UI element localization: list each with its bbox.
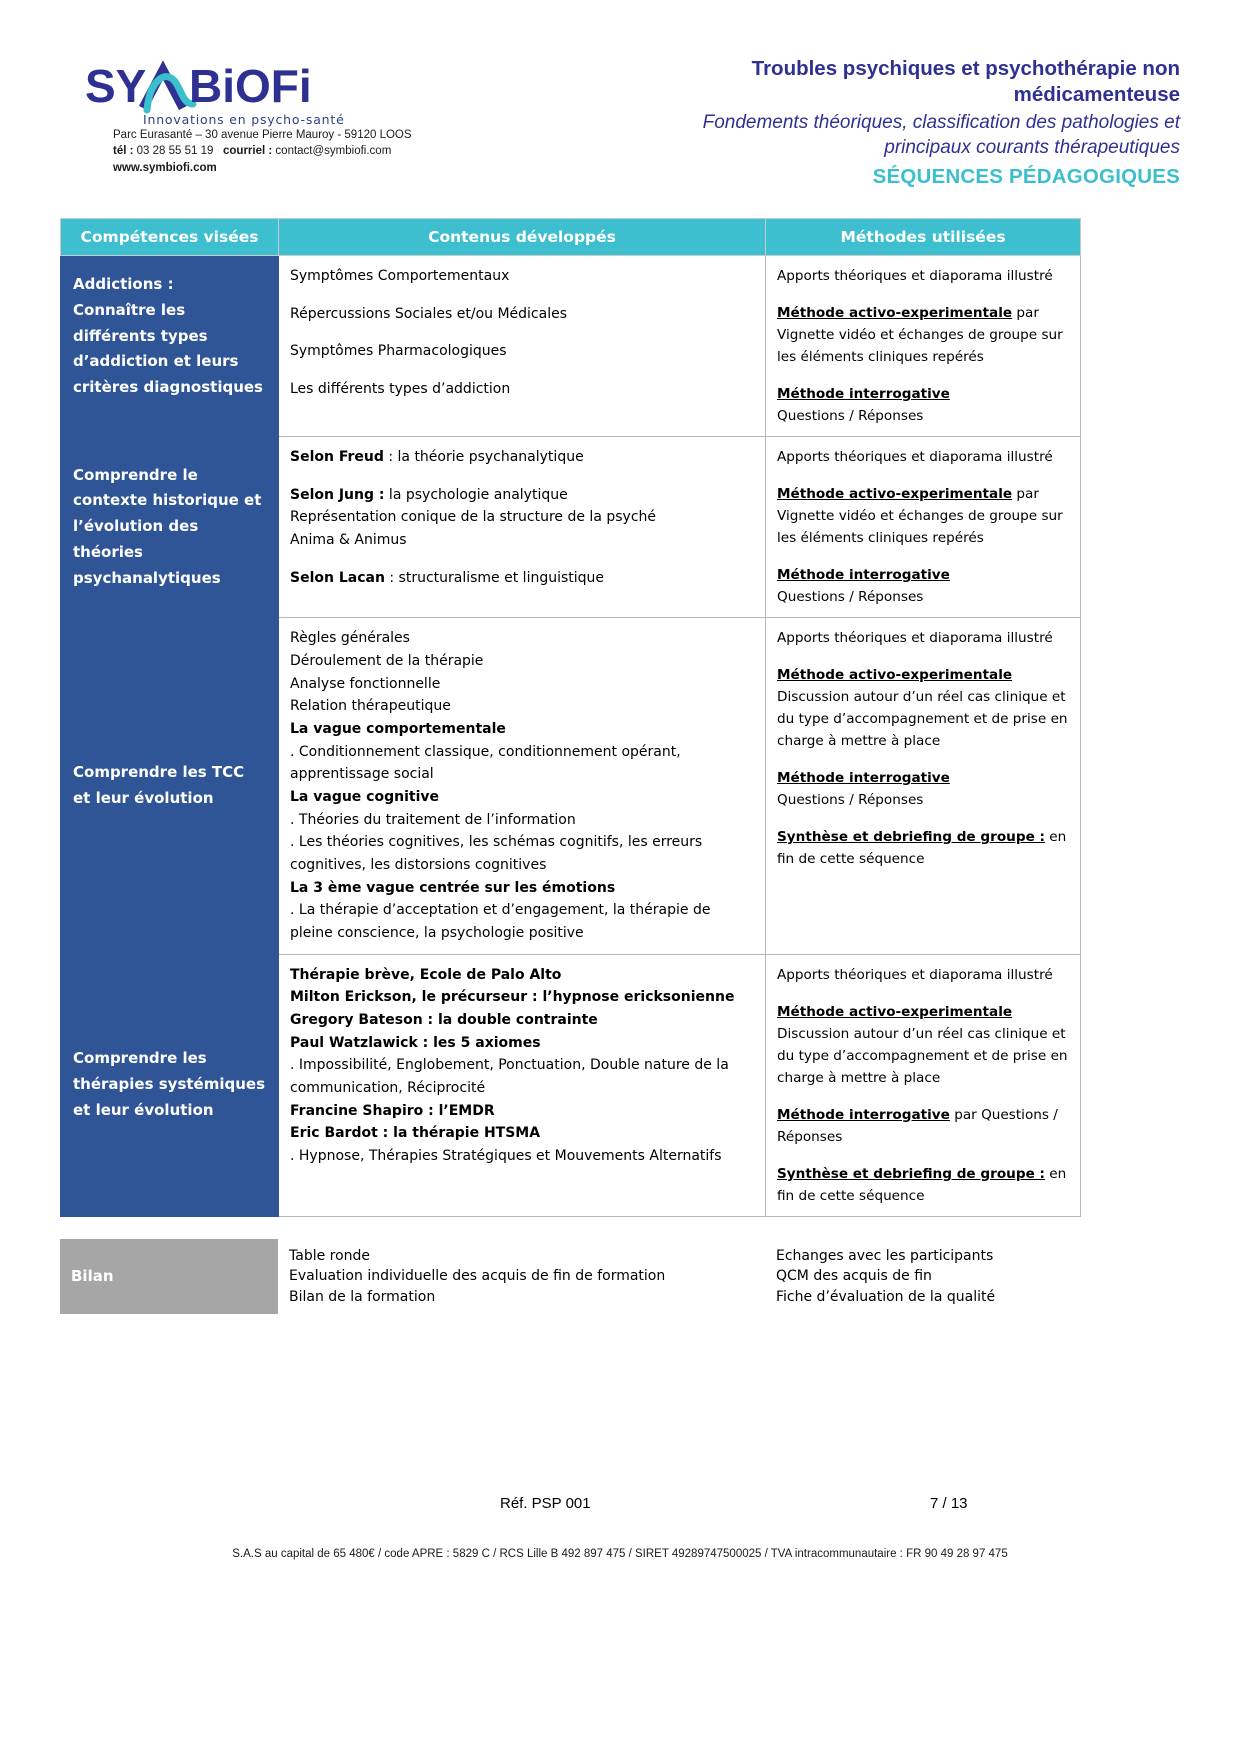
methode-text: Vignette vidéo et échanges de groupe sur	[777, 327, 1063, 344]
methode-line	[777, 586, 1069, 608]
competence-cell	[61, 618, 279, 954]
methode-line	[777, 265, 1069, 287]
competence-line: Connaître les	[73, 300, 186, 319]
methode-line	[777, 324, 1069, 346]
table-row	[61, 437, 1081, 618]
contenu-cell	[279, 618, 766, 954]
contenu-line	[290, 1122, 754, 1145]
contenu-line	[290, 567, 754, 590]
contenu-text: Francine Shapiro : l’EMDR	[290, 1102, 495, 1119]
methode-suffix: par	[1012, 305, 1039, 322]
competence-line: thérapies systémiques	[73, 1075, 266, 1094]
contenu-line	[290, 718, 754, 741]
methode-line	[777, 302, 1069, 324]
methode-suffix: en fin de cette séquence	[777, 829, 1067, 868]
methode-line	[777, 405, 1069, 427]
methode-text: Apports théoriques et diaporama illustré	[777, 630, 1053, 647]
methode-text: Méthode activo-experimentale	[777, 1003, 1013, 1020]
methode-text: Synthèse et debriefing de groupe :	[777, 1165, 1045, 1182]
table-body	[61, 256, 1081, 1217]
methode-text: Méthode interrogative	[777, 567, 950, 584]
methode-cell	[766, 954, 1081, 1216]
methode-line	[777, 1163, 1069, 1207]
contenu-text: Gregory Bateson : la double contrainte	[290, 1011, 598, 1028]
methode-text: les éléments cliniques repérés	[777, 530, 984, 547]
methode-line	[777, 826, 1069, 870]
contenu-text: Milton Erickson, le précurseur : l’hypnose ericksonienne	[290, 989, 735, 1006]
methode-line	[777, 627, 1069, 649]
logo-tagline: Innovations en psycho-santé	[143, 112, 345, 127]
bilan-methode-line: Fiche d’évaluation de la qualité	[776, 1288, 996, 1305]
competence-line: d’addiction et leurs	[73, 352, 239, 371]
page-subtitle	[550, 111, 1180, 160]
contenu-line	[290, 877, 754, 900]
contenu-text: Relation thérapeutique	[290, 698, 451, 715]
methode-line	[777, 1001, 1069, 1023]
contenu-text: Symptômes Comportementaux	[290, 268, 510, 284]
contenu-suffix: : la théorie psychanalytique	[383, 449, 584, 466]
contenu-line	[290, 340, 754, 363]
competence-line: Comprendre les TCC	[73, 763, 245, 782]
table-row	[61, 256, 1081, 437]
methode-text: Questions / Réponses	[777, 792, 924, 809]
table-header-row	[61, 219, 1081, 256]
methode-line	[777, 483, 1069, 505]
competence-line: différents types	[73, 326, 208, 345]
column-header-contenus: Contenus développés	[279, 219, 766, 256]
title-line-2: médicamenteuse	[1013, 83, 1180, 107]
contenu-text: Paul Watzlawick : les 5 axiomes	[290, 1034, 541, 1051]
contenu-text: Selon Jung :	[290, 486, 385, 503]
methode-suffix: en fin de cette séquence	[777, 1165, 1067, 1204]
table-row	[61, 954, 1081, 1216]
methode-line	[777, 964, 1069, 986]
tel-value: 03 28 55 51 19	[136, 145, 214, 158]
methode-line	[777, 505, 1069, 527]
contenu-text: Selon Lacan	[290, 569, 385, 586]
bilan-table	[60, 1239, 1080, 1314]
contenu-line	[290, 786, 754, 809]
section-label: SÉQUENCES PÉDAGOGIQUES	[872, 164, 1180, 188]
competence-line: critères diagnostiques	[73, 378, 263, 397]
methode-line	[777, 1104, 1069, 1148]
contenu-line	[290, 303, 754, 326]
mail-label: courriel :	[223, 145, 273, 158]
contenu-line	[290, 1054, 754, 1099]
competence-cell	[61, 954, 279, 1216]
contenu-text: . La thérapie d’acceptation et d’engagement, la thérapie de pleine conscience, la psychologie positive	[290, 902, 711, 941]
methode-text: Questions / Réponses	[777, 589, 924, 606]
contenu-text: Règles générales	[290, 630, 410, 647]
bilan-contenu-line: Table ronde	[289, 1248, 371, 1264]
methode-line	[777, 527, 1069, 549]
address-contact-line	[113, 143, 475, 159]
methode-text: Méthode interrogative	[777, 1106, 950, 1123]
contenu-line	[290, 378, 754, 401]
methode-line	[777, 686, 1069, 752]
contenu-suffix: la psychologie analytique	[384, 486, 568, 503]
tel-label: tél :	[113, 145, 134, 158]
svg-text:SY: SY	[85, 60, 147, 112]
page-number: 7 / 13	[930, 1495, 968, 1512]
title-line-1: Troubles psychiques et psychothérapie non	[751, 57, 1180, 80]
methode-text: les éléments cliniques repérés	[777, 349, 984, 366]
methode-text: Apports théoriques et diaporama illustré	[777, 268, 1053, 284]
competence-line: et leur évolution	[73, 1101, 214, 1120]
document-reference: Réf. PSP 001	[500, 1495, 591, 1512]
contenu-text: Déroulement de la thérapie	[290, 652, 484, 669]
methode-line	[777, 789, 1069, 811]
contenu-text: La vague comportementale	[290, 720, 506, 737]
contenu-line	[290, 1032, 754, 1055]
address-line: Parc Eurasanté – 30 avenue Pierre Mauroy - 59120 LOOS	[113, 129, 412, 141]
subtitle-line-1: Fondements théoriques, classification des pathologies et	[702, 112, 1180, 134]
contenu-line	[290, 809, 754, 832]
contenu-line	[290, 529, 754, 552]
methode-text: Méthode activo-experimentale	[777, 486, 1013, 503]
contenu-line	[290, 1100, 754, 1123]
methode-line	[777, 564, 1069, 586]
company-logo-block	[85, 60, 475, 176]
bilan-methode-line: Echanges avec les participants	[776, 1248, 994, 1264]
column-header-competences: Compétences visées	[61, 219, 279, 256]
methode-text: Apports théoriques et diaporama illustré	[777, 449, 1053, 466]
competence-line: Comprendre le	[73, 465, 198, 484]
legal-notice: S.A.S au capital de 65 480€ / code APRE : 5829 C / RCS Lille B 492 897 475 / SIRET 49289747500025 / TVA intracommunautaire : FR 90 49 28 97 475	[232, 1548, 1008, 1560]
methode-text: Questions / Réponses	[777, 408, 924, 425]
competence-cell	[61, 256, 279, 437]
contenu-text: Thérapie brève, Ecole de Palo Alto	[290, 966, 562, 983]
methode-cell	[766, 437, 1081, 618]
bilan-label: Bilan	[60, 1239, 278, 1314]
page-header	[0, 40, 1240, 200]
methode-text: Discussion autour d’un réel cas clinique et du type d’accompagnement et de prise en charge à mettre à place	[777, 1025, 1068, 1086]
contenu-line	[290, 899, 754, 944]
contenu-cell	[279, 954, 766, 1216]
pedagogical-sequences-table	[60, 218, 1081, 1217]
competence-cell	[61, 437, 279, 618]
contenu-line	[290, 484, 754, 507]
contenu-line	[290, 265, 754, 288]
contenu-text: . Hypnose, Thérapies Stratégiques et Mouvements Alternatifs	[290, 1147, 722, 1164]
contenu-line	[290, 1145, 754, 1168]
contenu-text: Selon Freud	[290, 449, 384, 466]
bilan-methode-line: QCM des acquis de fin	[776, 1268, 932, 1285]
contenu-line	[290, 964, 754, 987]
competence-line: psychanalytiques	[73, 568, 221, 587]
methode-suffix: par	[1012, 486, 1039, 503]
contenu-line	[290, 986, 754, 1009]
methode-text: Apports théoriques et diaporama illustré	[777, 966, 1053, 983]
methode-line	[777, 346, 1069, 368]
bilan-row	[60, 1239, 1080, 1314]
methode-text: Méthode interrogative	[777, 770, 950, 787]
contenu-text: . Conditionnement classique, conditionnement opérant, apprentissage social	[290, 743, 681, 783]
competence-line: et leur évolution	[73, 788, 214, 807]
methode-text: Méthode interrogative	[777, 386, 950, 403]
competence-line: Addictions :	[73, 275, 174, 293]
symbiofi-logo	[85, 60, 385, 127]
contenu-text: La 3 ème vague centrée sur les émotions	[290, 879, 616, 896]
bilan-contenu-line: Evaluation individuelle des acquis de fin de formation	[289, 1268, 666, 1285]
methode-text: Méthode activo-experimentale	[777, 305, 1013, 322]
contenu-text: . Les théories cognitives, les schémas cognitifs, les erreurs cognitives, les distorsions cognitives	[290, 834, 703, 873]
methode-text: Vignette vidéo et échanges de groupe sur	[777, 508, 1063, 525]
subtitle-line-2: principaux courants thérapeutiques	[884, 137, 1180, 159]
contenu-line	[290, 1009, 754, 1032]
contenu-text: Symptômes Pharmacologiques	[290, 343, 507, 360]
methode-text: Discussion autour d’un réel cas clinique et du type d’accompagnement et de prise en charge à mettre à place	[777, 689, 1068, 750]
contenu-line	[290, 627, 754, 650]
contenu-text: . Théories du traitement de l’information	[290, 811, 576, 828]
methode-line	[777, 446, 1069, 468]
contenu-text: Eric Bardot : la thérapie HTSMA	[290, 1125, 541, 1142]
methode-cell	[766, 618, 1081, 954]
contenu-text: Représentation conique de la structure de la psyché	[290, 509, 656, 526]
contenu-line	[290, 673, 754, 696]
contenu-line	[290, 446, 754, 469]
contenu-text: Analyse fonctionnelle	[290, 675, 441, 692]
bilan-contenu-line: Bilan de la formation	[289, 1288, 436, 1305]
methode-line	[777, 767, 1069, 789]
contenu-text: Répercussions Sociales et/ou Médicales	[290, 305, 568, 322]
methode-suffix: par Questions / Réponses	[777, 1106, 1058, 1145]
methode-line	[777, 383, 1069, 405]
contenu-line	[290, 695, 754, 718]
contenu-line	[290, 506, 754, 529]
website-url: www.symbiofi.com	[113, 161, 217, 174]
contenu-line	[290, 831, 754, 876]
contenu-cell	[279, 256, 766, 437]
contenu-text: . Impossibilité, Englobement, Ponctuation, Double nature de la communication, Réciprocité	[290, 1057, 729, 1096]
methode-text: Méthode activo-experimentale	[777, 667, 1013, 684]
methode-line	[777, 664, 1069, 686]
contenu-text: Les différents types d’addiction	[290, 381, 511, 398]
contenu-text: Anima & Animus	[290, 532, 407, 549]
table-row	[61, 618, 1081, 954]
bilan-methode-cell	[765, 1239, 1080, 1314]
company-address	[113, 127, 475, 176]
competence-line: Comprendre les	[73, 1049, 207, 1068]
svg-text:BiOFi: BiOFi	[189, 60, 312, 112]
competence-line: théories	[73, 543, 143, 562]
column-header-methodes: Méthodes utilisées	[766, 219, 1081, 256]
contenu-cell	[279, 437, 766, 618]
mail-value: contact@symbiofi.com	[275, 145, 392, 158]
contenu-text: La vague cognitive	[290, 788, 439, 805]
contenu-suffix: : structuralisme et linguistique	[384, 569, 605, 586]
page-title	[550, 56, 1180, 108]
competence-line: l’évolution des	[73, 517, 199, 536]
competence-line: contexte historique et	[73, 491, 262, 510]
methode-line	[777, 1023, 1069, 1089]
logo-icon	[85, 60, 385, 116]
document-title-block	[550, 56, 1180, 189]
bilan-contenu-cell	[278, 1239, 765, 1314]
methode-text: Synthèse et debriefing de groupe :	[777, 829, 1045, 846]
methode-cell	[766, 256, 1081, 437]
contenu-line	[290, 741, 754, 786]
contenu-line	[290, 650, 754, 673]
